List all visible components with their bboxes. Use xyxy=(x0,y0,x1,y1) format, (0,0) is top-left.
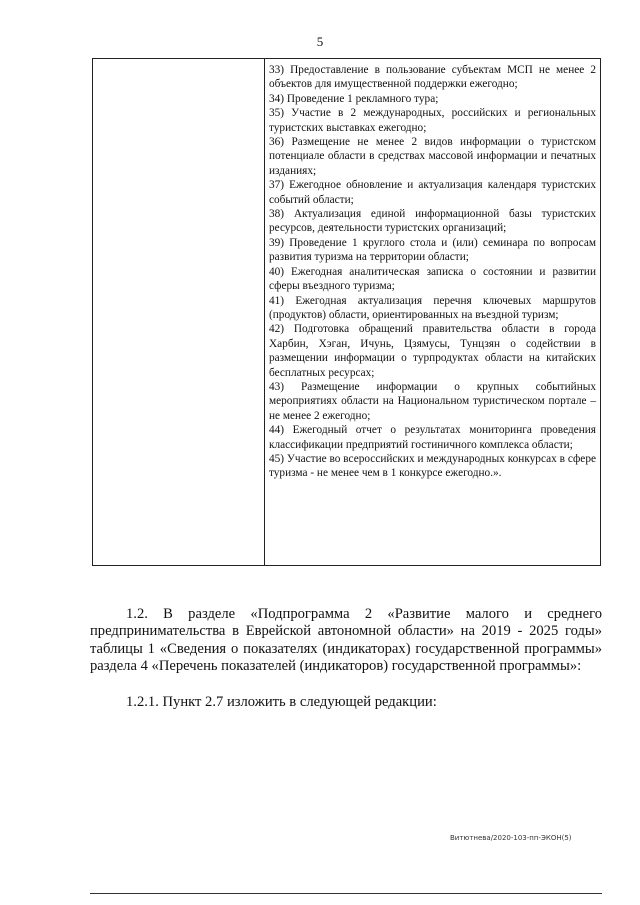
body-paragraph: 1.2.1. Пункт 2.7 изложить в следующей редакции: xyxy=(126,693,437,710)
list-item: 35) Участие в 2 международных, российских и региональных туристских выставках ежегодно; xyxy=(269,107,596,134)
list-item: 39) Проведение 1 круглого стола и (или) семинара по вопросам развития туризма на территории области; xyxy=(269,236,596,264)
list-item: 41) Ежегодная актуализация перечня ключевых маршрутов (продуктов) области, ориентированных на въездной туризм; xyxy=(269,294,596,321)
bottom-divider xyxy=(90,893,602,894)
list-item: 42) Подготовка обращений правительства области в города Харбин, Хэган, Ичунь, Цзямусы, Тунцзян о содействии в размещении информации о турпродуктах области на китайских бесплатных ресурсах; xyxy=(269,323,596,379)
list-item: 43) Размещение информации о крупных событийных мероприятиях области на Национальном туристическом портале – не менее 2 ежегодно; xyxy=(269,380,596,422)
list-item: 37) Ежегодное обновление и актуализация календаря туристских событий области; xyxy=(269,179,596,206)
list-item: 40) Ежегодная аналитическая записка о состоянии и развитии сферы въездного туризма; xyxy=(269,265,596,293)
body-paragraph: 1.2. В разделе «Подпрограмма 2 «Развитие малого и среднего предпринимательства в Еврейской автономной области» на 2019 - 2025 годы» таблицы 1 «Сведения о показателях (индикаторах) государственной программы» раздела 4 «Перечень показателей (индикаторов) государственной программы»: xyxy=(90,605,602,675)
footer-reference: Витютнева/2020-103-пп-ЭКОН(5) xyxy=(450,834,572,842)
list-item: 34) Проведение 1 рекламного тура; xyxy=(269,92,439,105)
measures-table xyxy=(92,58,601,566)
list-item: 44) Ежегодный отчет о результатах мониторинга проведения классификации предприятий гостиничного комплекса области; xyxy=(269,424,596,451)
page-number: 5 xyxy=(316,34,324,49)
list-item: 38) Актуализация единой информационной базы туристских ресурсов, деятельности туристских организаций; xyxy=(269,208,596,235)
table-left-column xyxy=(93,59,265,565)
table-right-column xyxy=(265,59,600,565)
list-item: 33) Предоставление в пользование субъектам МСП не менее 2 объектов для имущественной поддержки ежегодно; xyxy=(269,64,596,91)
list-item: 36) Размещение не менее 2 видов информации о туристском потенциале области в средствах массовой информации и печатных изданиях; xyxy=(269,136,596,177)
list-item: 45) Участие во всероссийских и международных конкурсах в сфере туризма - не менее чем в 1 конкурсе ежегодно.». xyxy=(269,452,596,480)
